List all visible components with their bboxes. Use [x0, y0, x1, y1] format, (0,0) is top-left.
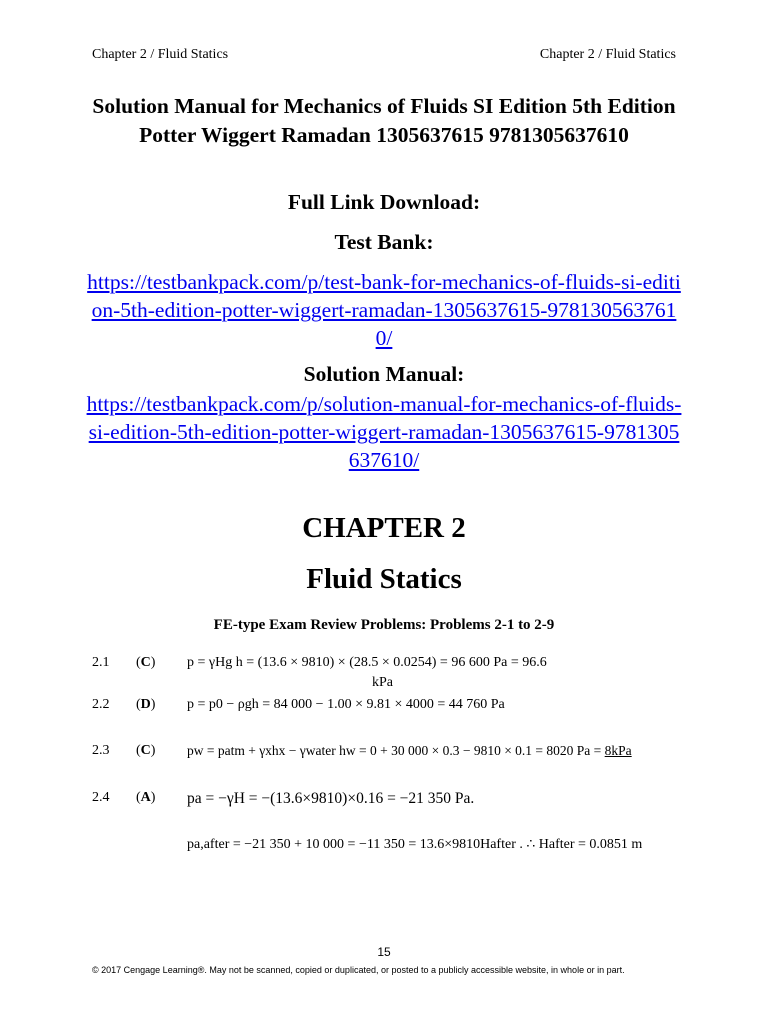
- running-header-right: Chapter 2 / Fluid Statics: [539, 47, 676, 62]
- document-title: Solution Manual for Mechanics of Fluids SI Edition 5th Edition Potter Wiggert Ramadan 1305637615 9781305637610: [92, 94, 676, 147]
- problem-number: 2.3: [92, 743, 110, 758]
- problem-equation: p = p0 − ρgh = 84 000 − 1.00 × 9.81 × 4000 = 44 760 Pa: [187, 697, 505, 712]
- problem-number: 2.2: [92, 697, 110, 712]
- running-header-left: Chapter 2 / Fluid Statics: [92, 47, 229, 62]
- copyright-footer: © 2017 Cengage Learning®. May not be scanned, copied or duplicated, or posted to a publicly accessible website, in whole or in part.: [92, 965, 625, 975]
- test-bank-label: Test Bank:: [334, 230, 434, 254]
- problem-answer: (C): [136, 743, 156, 758]
- solution-manual-link[interactable]: https://testbankpack.com/p/solution-manual-for-mechanics-of-fluids-si-edition-5th-edition-potter-wiggert-ramadan-1305637615-9781305637610/: [86, 392, 682, 472]
- problem-answer: (D): [136, 697, 156, 712]
- section-title: FE-type Exam Review Problems: Problems 2-1 to 2-9: [213, 617, 555, 633]
- problem-number: 2.4: [92, 790, 110, 805]
- problem-result: 8kPa: [604, 743, 632, 758]
- problem-equation: pa = −γH = −(13.6×9810)×0.16 = −21 350 Pa.: [187, 790, 475, 807]
- problem-answer: (C): [136, 655, 156, 670]
- full-link-label: Full Link Download:: [287, 190, 481, 214]
- chapter-title: Fluid Statics: [306, 563, 462, 595]
- problem-equation-continued: kPa: [372, 675, 393, 690]
- problem-equation: pw = patm + γxhx − γwater hw = 0 + 30 000 × 0.3 − 9810 × 0.1 = 8020 Pa = 8kPa: [187, 743, 632, 758]
- problem-equation-continued: pa,after = −21 350 + 10 000 = −11 350 = 13.6×9810Hafter . ∴ Hafter = 0.0851 m: [187, 837, 643, 852]
- page-number: 15: [377, 945, 391, 959]
- problem-equation: p = γHg h = (13.6 × 9810) × (28.5 × 0.0254) = 96 600 Pa = 96.6: [187, 655, 547, 670]
- solution-manual-label: Solution Manual:: [303, 362, 465, 386]
- chapter-label: CHAPTER 2: [302, 512, 466, 544]
- problem-answer: (A): [136, 790, 156, 805]
- test-bank-link[interactable]: https://testbankpack.com/p/test-bank-for-mechanics-of-fluids-si-edition-5th-edition-potter-wiggert-ramadan-1305637615-9781305637610/: [87, 270, 681, 350]
- problem-number: 2.1: [92, 655, 110, 670]
